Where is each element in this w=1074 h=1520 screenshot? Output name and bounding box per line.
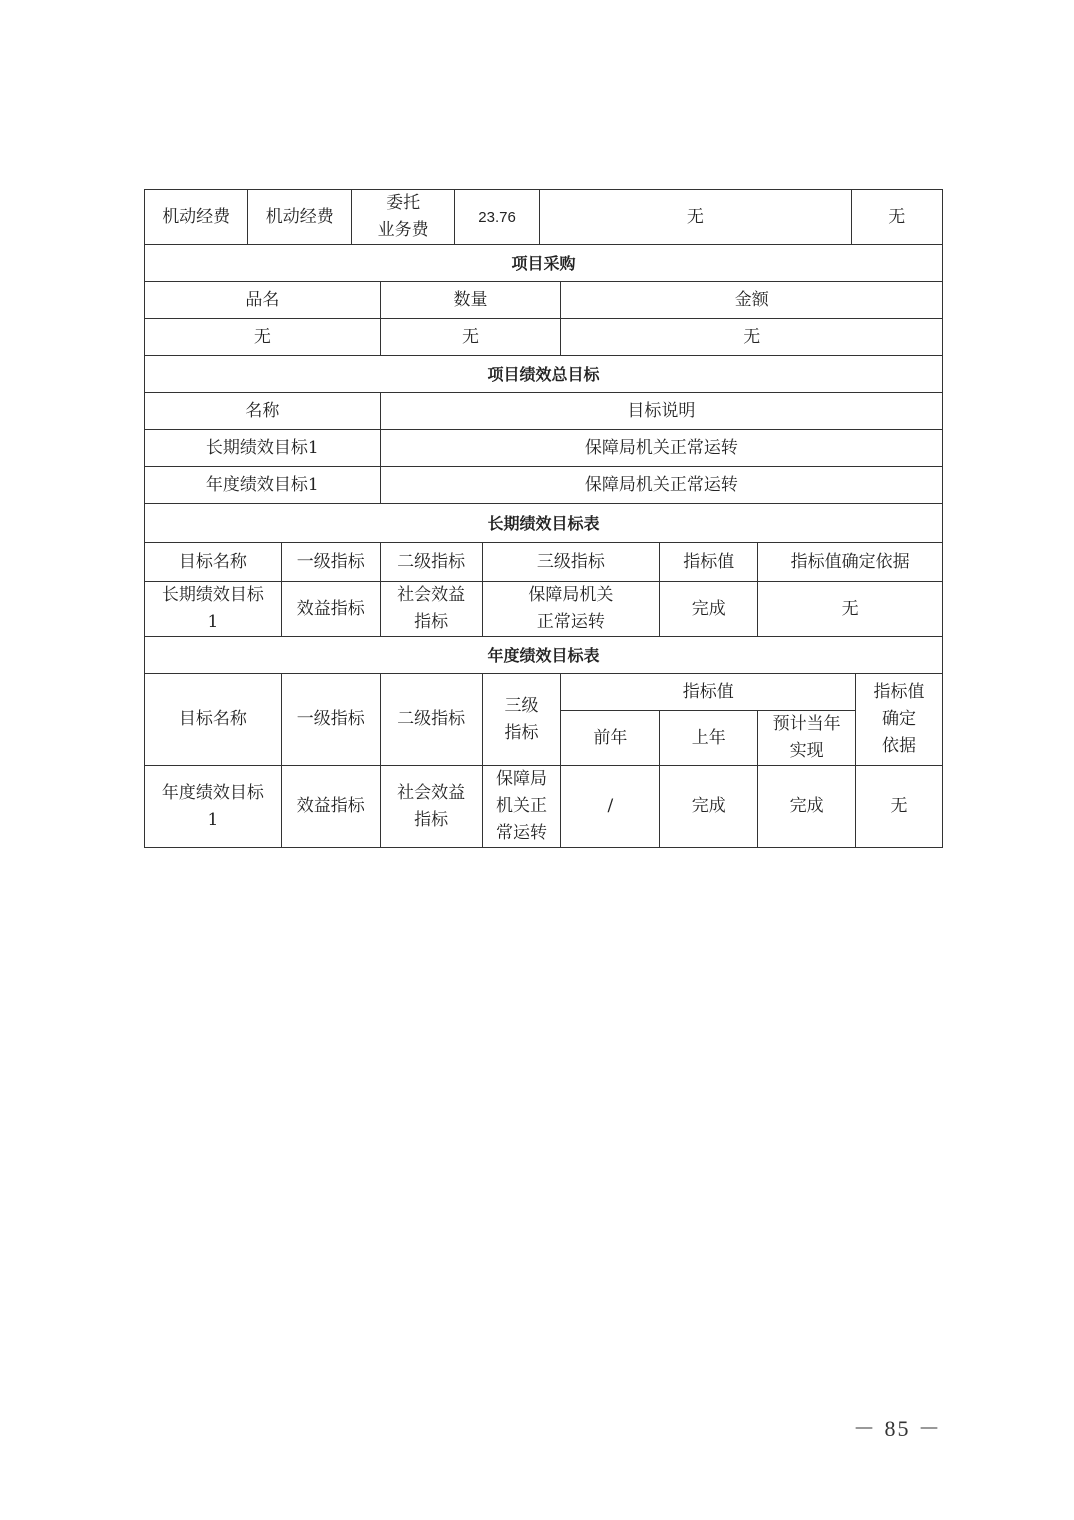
annual-header-basis: 指标值 确定 依据	[856, 674, 943, 766]
table-row	[145, 467, 943, 504]
procurement-quantity: 无	[380, 319, 561, 356]
long-term-cell: 社会效益 指标	[380, 582, 482, 637]
annual-title: 年度绩效目标表	[145, 637, 943, 674]
long-term-header: 二级指标	[380, 543, 482, 582]
table-row	[145, 674, 943, 711]
annual-header-level3: 三级 指标	[482, 674, 561, 766]
overall-goal-header-name: 名称	[145, 393, 381, 430]
annual-header-name: 目标名称	[145, 674, 282, 766]
table-row	[145, 543, 943, 582]
procurement-header-item: 品名	[145, 282, 381, 319]
annual-header-level2: 二级指标	[380, 674, 482, 766]
overall-goal-desc: 保障局机关正常运转	[380, 430, 942, 467]
section-header-row	[145, 356, 943, 393]
section-header-row	[145, 637, 943, 674]
annual-cell: 完成	[660, 766, 758, 848]
annual-cell: 效益指标	[281, 766, 380, 848]
long-term-cell: 无	[758, 582, 943, 637]
long-term-cell: 保障局机关 正常运转	[482, 582, 660, 637]
long-term-header: 指标值	[660, 543, 758, 582]
procurement-header-amount: 金额	[561, 282, 943, 319]
overall-goal-header-desc: 目标说明	[380, 393, 942, 430]
page-number: － 85 －	[852, 1416, 942, 1441]
table-row	[145, 582, 943, 637]
section-header-row	[145, 504, 943, 543]
long-term-header: 三级指标	[482, 543, 660, 582]
document-table	[144, 189, 943, 848]
funding-category: 委托 业务费	[352, 190, 455, 244]
table-row	[145, 430, 943, 467]
long-term-header: 指标值确定依据	[758, 543, 943, 582]
long-term-cell: 完成	[660, 582, 758, 637]
procurement-title: 项目采购	[145, 245, 943, 282]
funding-note: 无	[851, 190, 942, 244]
funding-description: 无	[540, 190, 852, 244]
annual-cell: 社会效益 指标	[380, 766, 482, 848]
annual-header-prev: 前年	[561, 711, 660, 766]
table-row	[145, 282, 943, 319]
annual-cell: 无	[856, 766, 943, 848]
overall-goal-name: 长期绩效目标1	[145, 430, 381, 467]
procurement-header-quantity: 数量	[380, 282, 561, 319]
annual-header-expected: 预计当年 实现	[758, 711, 856, 766]
long-term-cell: 效益指标	[281, 582, 380, 637]
funding-name: 机动经费	[145, 190, 248, 244]
table-row	[145, 393, 943, 430]
annual-header-level1: 一级指标	[281, 674, 380, 766]
overall-goal-name: 年度绩效目标1	[145, 467, 381, 504]
annual-cell: /	[561, 766, 660, 848]
section-header-row	[145, 245, 943, 282]
funding-type: 机动经费	[248, 190, 352, 244]
long-term-title: 长期绩效目标表	[145, 504, 943, 543]
funding-amount: 23.76	[455, 190, 540, 244]
procurement-item: 无	[145, 319, 381, 356]
annual-header-last: 上年	[660, 711, 758, 766]
overall-goal-desc: 保障局机关正常运转	[380, 467, 942, 504]
table-row	[145, 319, 943, 356]
annual-cell: 完成	[758, 766, 856, 848]
overall-goal-title: 项目绩效总目标	[145, 356, 943, 393]
long-term-header: 一级指标	[281, 543, 380, 582]
procurement-amount: 无	[561, 319, 943, 356]
annual-cell: 保障局 机关正 常运转	[482, 766, 561, 848]
long-term-cell: 长期绩效目标 1	[145, 582, 282, 637]
table-row	[145, 190, 943, 245]
long-term-header: 目标名称	[145, 543, 282, 582]
annual-header-value: 指标值	[561, 674, 856, 711]
table-row	[145, 766, 943, 848]
annual-cell: 年度绩效目标 1	[145, 766, 282, 848]
